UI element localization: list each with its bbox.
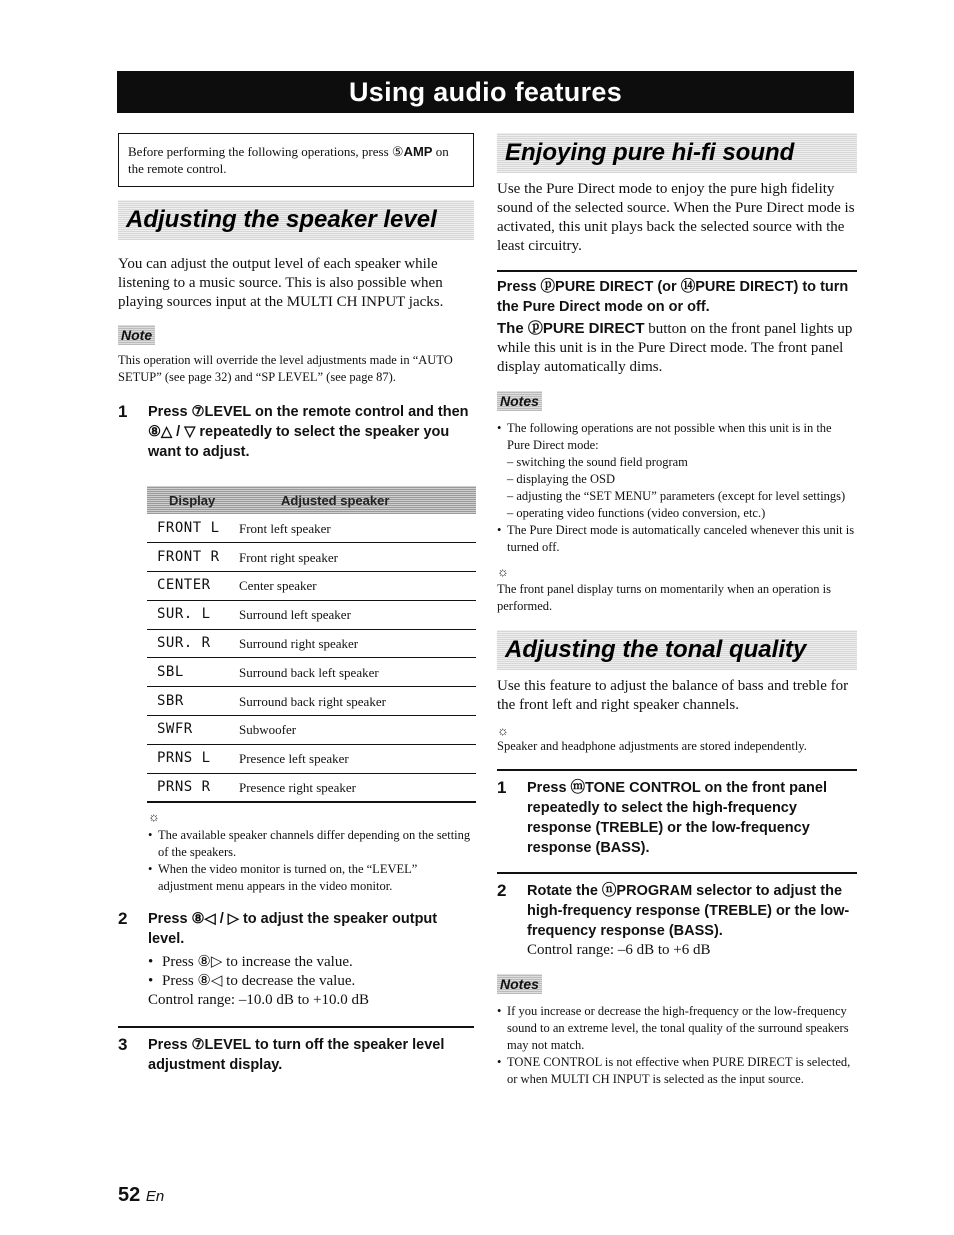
- step-number: 2: [497, 881, 507, 900]
- section-title-speaker-level: Adjusting the speaker level: [118, 200, 474, 240]
- table-row: [147, 744, 476, 773]
- list-item: • TONE CONTROL is not effective when PURE DIRECT is selected, or when MULTI CH INPUT is selected as the input source.: [497, 1054, 857, 1088]
- right-column: [497, 133, 857, 1088]
- pure-direct-intro: Use the Pure Direct mode to enjoy the pure high fidelity sound of the selected source. When the Pure Direct mode is activated, this unit plays back the selected source with the least circuitry.: [497, 181, 855, 254]
- step-number: 1: [497, 778, 507, 797]
- note-dash: – adjusting the “SET MENU” parameters (except for level settings): [507, 489, 846, 503]
- table-row: [147, 543, 476, 572]
- display-code: FRONT L: [147, 514, 239, 543]
- table-row: [147, 773, 476, 802]
- display-code: SUR. R: [147, 629, 239, 658]
- note-dash: – operating video functions (video conversion, etc.): [507, 506, 766, 520]
- page-number: [118, 1186, 164, 1206]
- list-item: • Press ⑧◁ to decrease the value.: [148, 972, 474, 991]
- control-range: Control range: –6 dB to +6 dB: [527, 942, 711, 958]
- step-2-bullets: [148, 953, 474, 991]
- speaker-name: Surround left speaker: [239, 600, 476, 629]
- list-item: • Press ⑧▷ to increase the value.: [148, 953, 474, 972]
- section-title-pure-direct: Enjoying pure hi-fi sound: [497, 133, 857, 173]
- tip-bullets: [148, 827, 474, 895]
- table-row: [147, 600, 476, 629]
- step-text: Press ⑦LEVEL to turn off the speaker level adjustment display.: [148, 1036, 445, 1073]
- page-language: En: [145, 1188, 165, 1205]
- step-text: Rotate the ⓝPROGRAM selector to adjust the high-frequency response (TREBLE) or the low-frequency response (BASS).: [527, 883, 850, 939]
- speaker-name: Presence left speaker: [239, 744, 476, 773]
- pure-direct-notes: [497, 420, 857, 556]
- speaker-name: Front right speaker: [239, 543, 476, 572]
- step-number: 3: [118, 1034, 128, 1054]
- note-dash: – switching the sound field program: [507, 455, 688, 469]
- speaker-name: Subwoofer: [239, 716, 476, 745]
- display-code: PRNS L: [147, 744, 239, 773]
- note-text: The following operations are not possible when this unit is in the Pure Direct mode:: [507, 421, 832, 452]
- step-1-level: [118, 402, 474, 462]
- display-code: PRNS R: [147, 773, 239, 802]
- table-row: [147, 629, 476, 658]
- tip-sun-icon: ☼: [148, 808, 160, 824]
- tip-sun-icon: ☼: [497, 564, 509, 579]
- display-code: FRONT R: [147, 543, 239, 572]
- speaker-name: Surround back left speaker: [239, 658, 476, 687]
- display-code: SWFR: [147, 716, 239, 745]
- pure-direct-body: [497, 319, 857, 377]
- table-row: [147, 687, 476, 716]
- tip-text: The front panel display turns on momentarily when an operation is performed.: [497, 582, 831, 613]
- step-text: Press ⑦LEVEL on the remote control and then ⑧△ / ▽ repeatedly to select the speaker you want to adjust.: [148, 404, 469, 460]
- list-item: • The Pure Direct mode is automatically canceled whenever this unit is turned off.: [497, 522, 857, 556]
- speaker-level-intro: You can adjust the output level of each speaker while listening to a music source. This is also possible when playing sources input at the MULTI CH INPUT jacks.: [118, 256, 444, 310]
- prebox-amp-label: AMP: [403, 144, 433, 159]
- display-code: SBR: [147, 687, 239, 716]
- display-code: CENTER: [147, 572, 239, 601]
- prebox-text: Before performing the following operations, press ⑤: [128, 144, 404, 159]
- pure-direct-body-text: button on the front panel lights up while this unit is in the Pure Direct mode. The front panel display automatically dims.: [497, 321, 853, 375]
- speaker-name: Surround right speaker: [239, 629, 476, 658]
- list-item: [497, 420, 857, 522]
- step-text: Press ⓜTONE CONTROL on the front panel repeatedly to select the high-frequency response (TREBLE) or the low-frequency response (BASS).: [527, 780, 827, 856]
- note-dash: – displaying the OSD: [507, 472, 615, 486]
- table-header-speaker: Adjusted speaker: [239, 486, 476, 514]
- notes-label: Notes: [497, 974, 542, 994]
- note-label: Note: [118, 325, 155, 345]
- list-item: • If you increase or decrease the high-frequency or the low-frequency sound to an extreme level, the tonal quality of the surround speakers may not match.: [497, 1003, 857, 1054]
- step-2-program: [497, 872, 857, 960]
- step-number: 1: [118, 402, 128, 421]
- display-code: SBL: [147, 658, 239, 687]
- step-number: 2: [118, 908, 128, 928]
- step-text: Press ⑧◁ / ▷ to adjust the speaker output level.: [148, 910, 438, 947]
- tip-text: Speaker and headphone adjustments are stored independently.: [497, 739, 807, 753]
- speaker-name: Surround back right speaker: [239, 687, 476, 716]
- table-header-display: Display: [147, 486, 239, 514]
- table-row: [147, 572, 476, 601]
- table-row: [147, 716, 476, 745]
- page-header: Using audio features: [117, 71, 854, 113]
- table-header-row: [147, 486, 476, 514]
- control-range: Control range: –10.0 dB to +10.0 dB: [148, 991, 369, 1008]
- section-title-tonal-quality: Adjusting the tonal quality: [497, 630, 857, 670]
- pure-direct-label: The ⓟPURE DIRECT: [497, 320, 645, 337]
- prerequisite-box: [118, 133, 474, 187]
- left-column: [118, 133, 474, 1075]
- notes-label: Notes: [497, 391, 542, 411]
- step-2-adjust: [118, 909, 474, 1010]
- speaker-name: Presence right speaker: [239, 773, 476, 802]
- step-3-exit: [118, 1026, 474, 1075]
- tonal-notes: [497, 1003, 857, 1088]
- note-text: This operation will override the level adjustments made in “AUTO SETUP” (see page 32) and “SP LEVEL” (see page 87).: [118, 353, 453, 384]
- table-row: [147, 514, 476, 543]
- table-row: [147, 658, 476, 687]
- speaker-table: [147, 486, 476, 803]
- speaker-name: Center speaker: [239, 572, 476, 601]
- tip-sun-icon: ☼: [497, 723, 509, 738]
- prebox-text-end: on the remote control.: [128, 144, 449, 176]
- list-item: • The available speaker channels differ depending on the setting of the speakers.: [148, 827, 474, 861]
- pure-direct-heading: Press ⓟPURE DIRECT (or ⑭PURE DIRECT) to turn the Pure Direct mode on or off.: [497, 279, 849, 315]
- page-number-value: 52: [118, 1184, 141, 1206]
- list-item: • When the video monitor is turned on, the “LEVEL” adjustment menu appears in the video monitor.: [148, 861, 474, 895]
- display-code: SUR. L: [147, 600, 239, 629]
- tonal-intro: Use this feature to adjust the balance of bass and treble for the front left and right speaker channels.: [497, 678, 849, 713]
- step-1-tone-control: [497, 769, 857, 858]
- speaker-name: Front left speaker: [239, 514, 476, 543]
